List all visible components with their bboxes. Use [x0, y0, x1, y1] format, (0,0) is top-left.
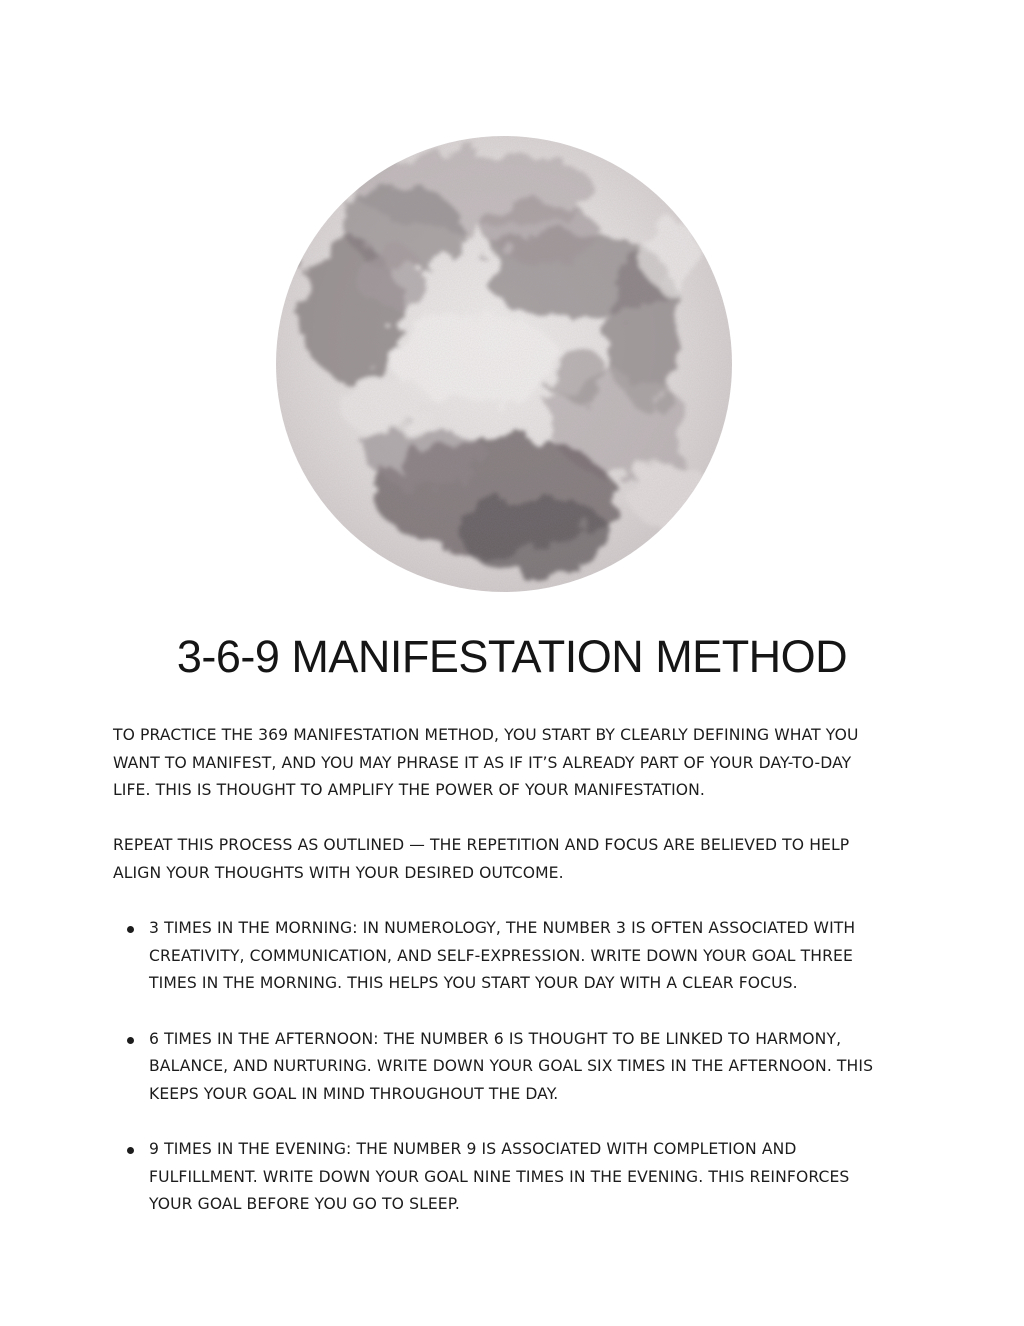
list-item-evening — [113, 1136, 893, 1219]
bullet-icon — [127, 1037, 134, 1044]
list-item-text: 9 TIMES IN THE EVENING: THE NUMBER 9 IS ASSOCIATED WITH COMPLETION AND FULFILLMENT. WRITE DOWN YOUR GOAL NINE TIMES IN THE EVENING. THIS REINFORCES YOUR GOAL BEFORE YOU GO TO SLEEP. — [149, 1140, 850, 1213]
bullet-icon — [127, 1147, 134, 1154]
intro-paragraph: TO PRACTICE THE 369 MANIFESTATION METHOD, YOU START BY CLEARLY DEFINING WHAT YOU WANT TO MANIFEST, AND YOU MAY PHRASE IT AS IF IT’S ALREADY PART OF YOUR DAY-TO-DAY LIFE. THIS IS THOUGHT TO AMPLIFY THE POWER OF YOUR MANIFESTATION. — [113, 726, 859, 799]
moon-icon — [275, 135, 733, 593]
list-item-afternoon — [113, 1026, 893, 1109]
list-item-morning — [113, 915, 893, 998]
bullet-icon — [127, 926, 134, 933]
list-item-text: 3 TIMES IN THE MORNING: IN NUMEROLOGY, THE NUMBER 3 IS OFTEN ASSOCIATED WITH CREATIVITY, COMMUNICATION, AND SELF-EXPRESSION. WRITE DOWN YOUR GOAL THREE TIMES IN THE MORNING. THIS HELPS YOU START YOUR DAY WITH A CLEAR FOCUS. — [149, 919, 856, 992]
moon-illustration — [275, 135, 733, 593]
list-item-text: 6 TIMES IN THE AFTERNOON: THE NUMBER 6 IS THOUGHT TO BE LINKED TO HARMONY, BALANCE, AND NURTURING. WRITE DOWN YOUR GOAL SIX TIMES IN THE AFTERNOON. THIS KEEPS YOUR GOAL IN MIND THROUGHOUT THE DAY. — [149, 1029, 874, 1103]
page-title: 3-6-9 MANIFESTATION METHOD — [176, 631, 848, 682]
steps-list — [113, 915, 893, 1247]
repeat-paragraph: REPEAT THIS PROCESS AS OUTLINED — THE REPETITION AND FOCUS ARE BELIEVED TO HELP ALIGN YOUR THOUGHTS WITH YOUR DESIRED OUTCOME. — [113, 836, 850, 882]
